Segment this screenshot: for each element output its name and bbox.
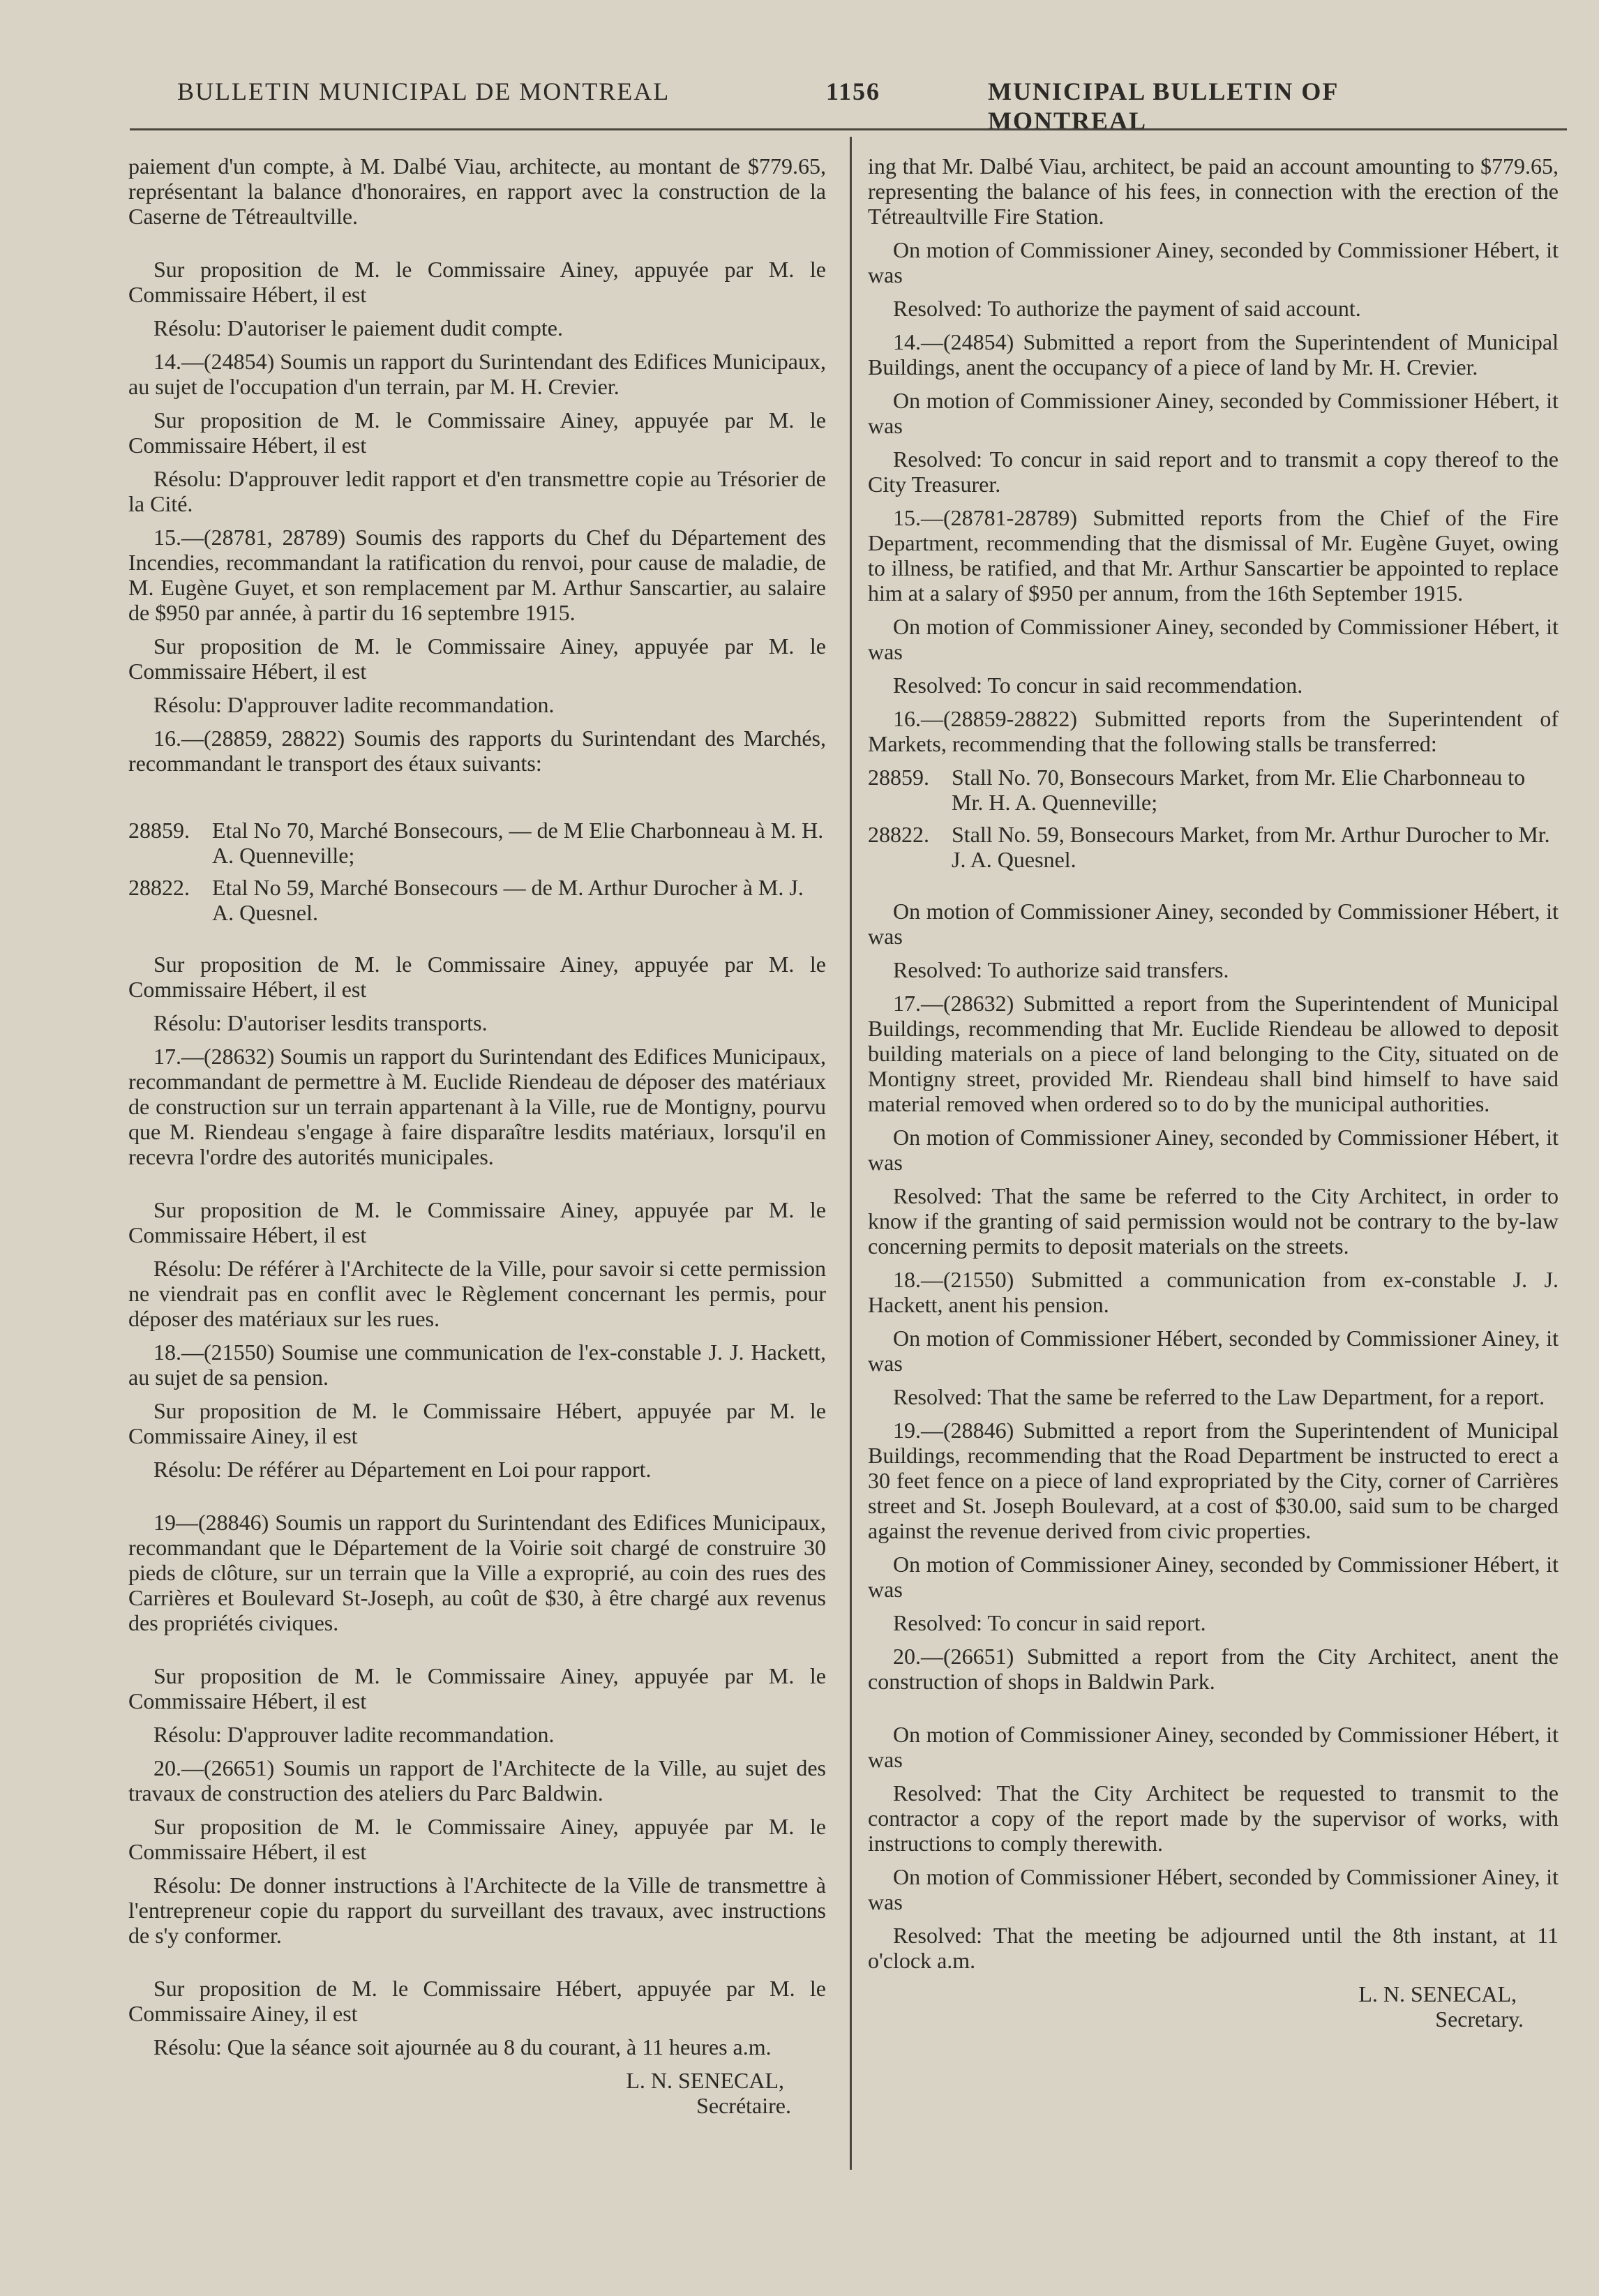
signature-title: Secrétaire. — [696, 2093, 791, 2118]
item-17: 17.—(28632) Submitted a report from the Superintendent of Municipal Buildings, recommending that Mr. Euclide Riendeau be allowed to deposit building materials on a piece of land belonging to the City, situated on de Montigny street, provided Mr. Riendeau shall bind himself to have said material removed when ordered so to do by the municipal authorities. — [868, 991, 1559, 1116]
english-column — [868, 153, 1559, 2032]
resolution: Résolu: Que la séance soit ajournée au 8 du courant, à 11 heures a.m. — [153, 2034, 772, 2059]
motion: Sur proposition de M. le Commissaire Hébert, appuyée par M. le Commissaire Ainey, il est — [128, 1976, 826, 2026]
page-header — [126, 70, 1493, 135]
resolution: Resolved: That the meeting be adjourned until the 8th instant, at 11 o'clock a.m. — [868, 1923, 1559, 1973]
resolution: Résolu: De référer au Département en Loi pour rapport. — [153, 1457, 652, 1482]
resolution: Resolved: That the City Architect be requested to transmit to the contractor a copy of the report made by the supervisor of works, with instructions to comply therewith. — [868, 1780, 1559, 1856]
motion: Sur proposition de M. le Commissaire Ainey, appuyée par M. le Commissaire Hébert, il est — [128, 407, 826, 458]
stall-number: 28859. — [128, 818, 190, 843]
signature-name: L. N. SENECAL, — [1358, 1981, 1517, 2006]
item-19: 19—(28846) Soumis un rapport du Surintendant des Edifices Municipaux, recommandant que le Département de la Voirie soit chargé de construire 30 pieds de clôture, sur un terrain que la Ville a exproprié, au coin des rues des Carrières et Boulevard St-Joseph, au coût de $30, à être chargé aux revenus des propriétés civiques. — [128, 1510, 826, 1635]
stall-entry — [128, 818, 826, 868]
stall-number: 28822. — [868, 822, 929, 847]
signature-title: Secretary. — [1435, 2006, 1524, 2032]
item-14: 14.—(24854) Submitted a report from the Superintendent of Municipal Buildings, anent the occupancy of a piece of land by Mr. H. Crevier. — [868, 329, 1559, 380]
motion: On motion of Commissioner Ainey, seconded by Commissioner Hébert, it was — [868, 388, 1559, 438]
motion: On motion of Commissioner Ainey, seconded by Commissioner Hébert, it was — [868, 1722, 1559, 1772]
item-16: 16.—(28859-28822) Submitted reports from the Superintendent of Markets, recommending that the following stalls be transferred: — [868, 706, 1559, 756]
motion: Sur proposition de M. le Commissaire Ainey, appuyée par M. le Commissaire Hébert, il est — [128, 952, 826, 1002]
item-20: 20.—(26651) Submitted a report from the City Architect, anent the construction of shops in Baldwin Park. — [868, 1644, 1559, 1694]
resolution: Resolved: To concur in said report. — [893, 1610, 1206, 1635]
resolution: Resolved: That the same be referred to the City Architect, in order to know if the granting of said permission would not be contrary to the by-law concerning permits to deposit materials on the streets. — [868, 1183, 1559, 1259]
motion: Sur proposition de M. le Commissaire Ainey, appuyée par M. le Commissaire Hébert, il est — [128, 1663, 826, 1713]
stall-text: Stall No. 70, Bonsecours Market, from Mr. Elie Charbonneau to Mr. H. A. Quenneville; — [952, 765, 1526, 815]
resolution: Résolu: D'approuver ledit rapport et d'en transmettre copie au Trésorier de la Cité. — [128, 466, 826, 516]
motion: On motion of Commissioner Hébert, seconded by Commissioner Ainey, it was — [868, 1864, 1559, 1914]
stall-entry — [868, 765, 1559, 815]
resolution: Résolu: D'autoriser lesdits transports. — [153, 1010, 488, 1035]
stall-text: Etal No 70, Marché Bonsecours, — de M Elie Charbonneau à M. H. A. Quenneville; — [212, 818, 824, 868]
paragraph: paiement d'un compte, à M. Dalbé Viau, architecte, au montant de $779.65, représentant la balance d'honoraires, en rapport avec la construction de la Caserne de Tétreaultville. — [128, 153, 826, 229]
stall-number: 28859. — [868, 765, 929, 790]
item-17: 17.—(28632) Soumis un rapport du Surintendant des Edifices Municipaux, recommandant de permettre à M. Euclide Riendeau de déposer des matériaux de construction sur un terrain appartenant à la Ville, rue de Montigny, pourvu que M. Riendeau s'engage à faire disparaître lesdits matériaux, lorsqu'il en recevra l'ordre des autorités municipales. — [128, 1044, 826, 1169]
motion: On motion of Commissioner Hébert, seconded by Commissioner Ainey, it was — [868, 1326, 1559, 1376]
motion: On motion of Commissioner Ainey, seconded by Commissioner Hébert, it was — [868, 899, 1559, 949]
stall-text: Etal No 59, Marché Bonsecours — de M. Arthur Durocher à M. J. A. Quesnel. — [212, 875, 804, 925]
resolution: Resolved: To concur in said recommendation. — [893, 673, 1303, 698]
item-15: 15.—(28781, 28789) Soumis des rapports du Chef du Département des Incendies, recommandant la ratification du renvoi, pour cause de maladie, de M. Eugène Guyet, et son remplacement par M. Arthur Sanscartier, au salaire de $950 par année, à partir du 16 septembre 1915. — [128, 525, 826, 625]
motion: On motion of Commissioner Ainey, seconded by Commissioner Hébert, it was — [868, 237, 1559, 287]
item-18: 18.—(21550) Soumise une communication de l'ex-constable J. J. Hackett, au sujet de sa pension. — [128, 1340, 826, 1390]
motion: On motion of Commissioner Ainey, seconded by Commissioner Hébert, it was — [868, 1552, 1559, 1602]
page-number: 1156 — [826, 77, 881, 105]
motion: Sur proposition de M. le Commissaire Ainey, appuyée par M. le Commissaire Hébert, il est — [128, 633, 826, 684]
stall-text: Stall No. 59, Bonsecours Market, from Mr. Arthur Durocher to Mr. J. A. Quesnel. — [952, 822, 1550, 872]
stall-number: 28822. — [128, 875, 190, 900]
resolution: Resolved: To authorize said transfers. — [893, 957, 1229, 982]
header-french-title: BULLETIN MUNICIPAL DE MONTREAL — [177, 77, 670, 105]
item-16: 16.—(28859, 28822) Soumis des rapports du Surintendant des Marchés, recommandant le transport des étaux suivants: — [128, 726, 826, 776]
header-english-title: MUNICIPAL BULLETIN OF MONTREAL — [988, 77, 1339, 135]
header-rule — [130, 128, 1567, 130]
signature — [128, 2068, 791, 2118]
signature — [868, 1981, 1524, 2032]
motion: Sur proposition de M. le Commissaire Ainey, appuyée par M. le Commissaire Hébert, il est — [128, 1197, 826, 1247]
motion: On motion of Commissioner Ainey, seconded by Commissioner Hébert, it was — [868, 614, 1559, 664]
resolution: Résolu: De donner instructions à l'Architecte de la Ville de transmettre à l'entrepreneur copie du rapport du surveillant des travaux, avec instructions de s'y conformer. — [128, 1873, 826, 1948]
item-15: 15.—(28781-28789) Submitted reports from the Chief of the Fire Department, recommending that the dismissal of Mr. Eugène Guyet, owing to illness, be ratified, and that Mr. Arthur Sanscartier be appointed to replace him at a salary of $950 per annum, from the 16th September 1915. — [868, 505, 1559, 606]
motion: Sur proposition de M. le Commissaire Ainey, appuyée par M. le Commissaire Hébert, il est — [128, 1814, 826, 1864]
signature-name: L. N. SENECAL, — [626, 2068, 784, 2093]
item-14: 14.—(24854) Soumis un rapport du Surintendant des Edifices Municipaux, au sujet de l'occupation d'un terrain, par M. H. Crevier. — [128, 349, 826, 399]
paragraph: ing that Mr. Dalbé Viau, architect, be paid an account amounting to $779.65, representing the balance of his fees, in connection with the erection of the Tétreaultville Fire Station. — [868, 153, 1559, 229]
item-20: 20.—(26651) Soumis un rapport de l'Architecte de la Ville, au sujet des travaux de construction des ateliers du Parc Baldwin. — [128, 1755, 826, 1806]
resolution: Résolu: De référer à l'Architecte de la Ville, pour savoir si cette permission ne viendrait pas en conflit avec le Règlement concernant les permis, pour déposer des matériaux sur les rues. — [128, 1256, 826, 1331]
resolution: Résolu: D'autoriser le paiement dudit compte. — [153, 315, 563, 340]
item-18: 18.—(21550) Submitted a communication from ex-constable J. J. Hackett, anent his pension. — [868, 1267, 1559, 1317]
column-divider — [850, 137, 852, 2170]
motion: Sur proposition de M. le Commissaire Ainey, appuyée par M. le Commissaire Hébert, il est — [128, 257, 826, 307]
stall-entry — [868, 822, 1559, 872]
resolution: Résolu: D'approuver ladite recommandation. — [153, 692, 555, 717]
resolution: Resolved: To concur in said report and to transmit a copy thereof to the City Treasurer. — [868, 447, 1559, 497]
motion: On motion of Commissioner Ainey, seconded by Commissioner Hébert, it was — [868, 1125, 1559, 1175]
item-19: 19.—(28846) Submitted a report from the Superintendent of Municipal Buildings, recommending that the Road Department be instructed to erect a 30 feet fence on a piece of land expropriated by the City, corner of Carrières street and St. Joseph Boulevard, at a cost of $30.00, said sum to be charged against the revenue derived from civic properties. — [868, 1418, 1559, 1543]
stall-entry — [128, 875, 826, 925]
french-column — [128, 153, 826, 2118]
resolution: Résolu: D'approuver ladite recommandation. — [153, 1722, 555, 1747]
resolution: Resolved: To authorize the payment of said account. — [893, 296, 1361, 321]
resolution: Resolved: That the same be referred to the Law Department, for a report. — [893, 1384, 1545, 1409]
motion: Sur proposition de M. le Commissaire Hébert, appuyée par M. le Commissaire Ainey, il est — [128, 1398, 826, 1448]
